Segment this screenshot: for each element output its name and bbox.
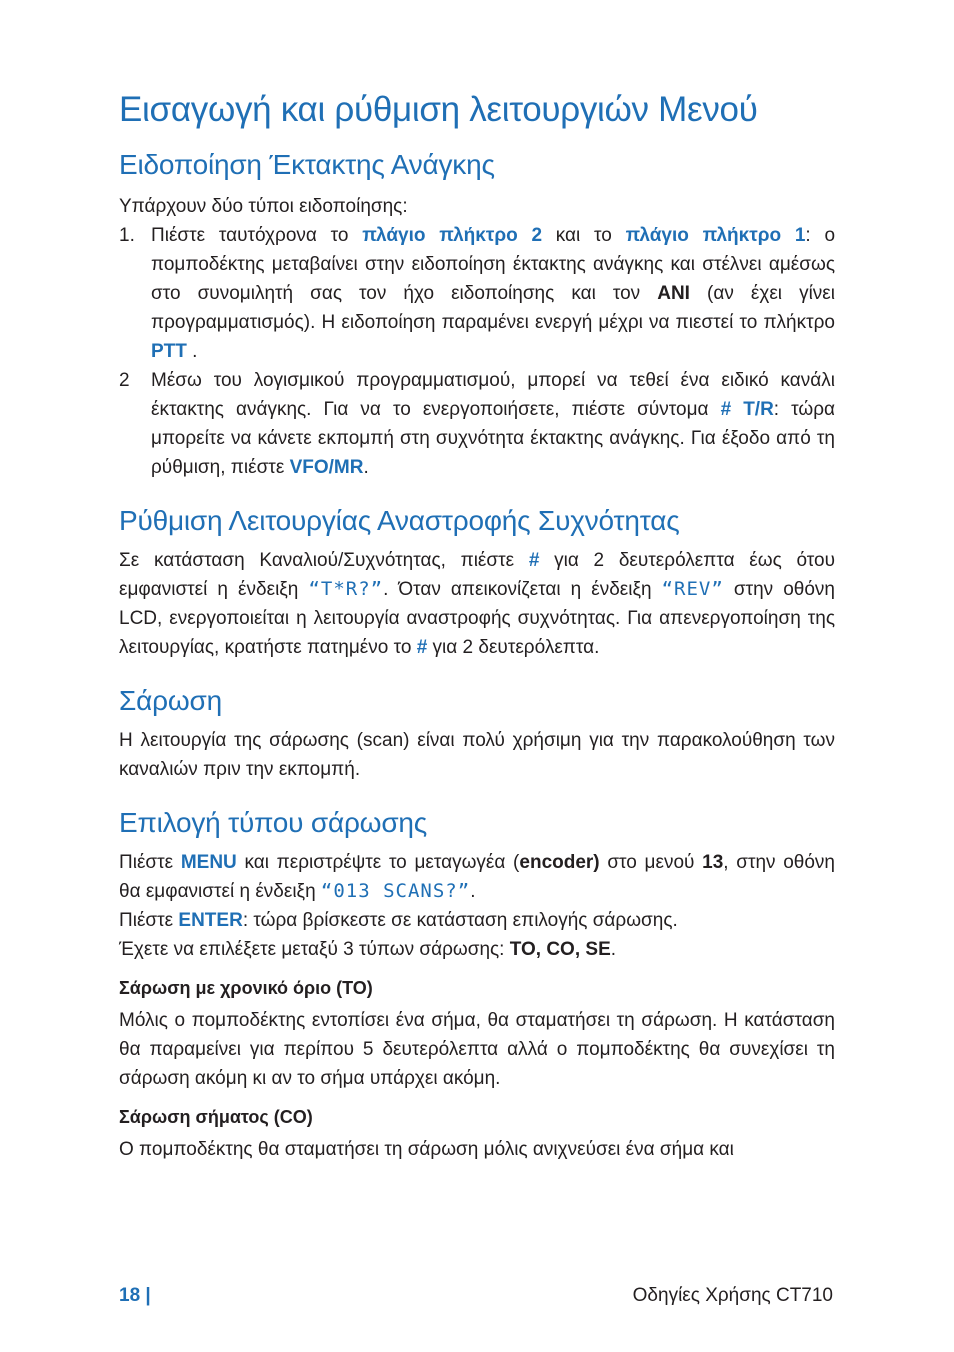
to-subheading: Σάρωση με χρονικό όριο (TO) xyxy=(119,978,373,998)
ani-term: ANI xyxy=(657,283,690,304)
list-item xyxy=(119,366,835,482)
page-content xyxy=(119,86,835,1164)
text-run: . xyxy=(186,341,198,362)
key-enter: ENTER xyxy=(178,910,243,931)
text-run: . xyxy=(470,881,476,902)
text-run: . Όταν απεικονίζεται η ένδειξη xyxy=(383,579,662,600)
key-hash: # xyxy=(528,550,540,571)
text-run: : τώρα βρίσκεστε σε κατάσταση επιλογής σάρωσης. xyxy=(242,910,678,931)
emergency-intro: Υπάρχουν δύο τύποι ειδοποίησης: xyxy=(119,196,408,217)
key-side-2: πλάγιο πλήκτρο 2 xyxy=(362,225,543,246)
list-number: 2 xyxy=(119,370,130,391)
lcd-indicator-scans: “013 SCANS?” xyxy=(320,880,471,902)
text-run: , στην οθόνη θα εμφανιστεί η ένδειξη xyxy=(119,852,835,902)
text-run: Έχετε να επιλέξετε μεταξύ 3 τύπων σάρωσης: xyxy=(119,939,510,960)
scan-text: Η λειτουργία της σάρωσης (scan) είναι πολύ χρήσιμη για την παρακολούθηση των καναλιών πριν την εκπομπή. xyxy=(119,730,835,780)
text-run: και το xyxy=(542,225,626,246)
text-run: και περιστρέψτε το μεταγωγέα ( xyxy=(236,852,520,873)
scan-type-p3 xyxy=(119,935,835,964)
text-run: : τώρα μπορείτε να κάνετε εκπομπή στη συχνότητα έκτακτης ανάγκης. Για έξοδο από τη ρύθμιση, πιέστε xyxy=(151,399,835,478)
scan-heading: Σάρωση xyxy=(119,685,222,716)
text-run: Πιέστε xyxy=(119,852,181,873)
text-run: για 2 δευτερόλεπτα έως ότου εμφανιστεί η ένδειξη xyxy=(119,550,835,600)
text-run: στο μενού xyxy=(599,852,703,873)
text-run: : ο πομποδέκτης μεταβαίνει στην ειδοποίηση έκτακτης ανάγκης και στέλνει αμέσως στο συνομιλητή σας τον ήχο ειδοποίησης και τον xyxy=(151,225,836,304)
key-hash: # xyxy=(416,637,428,658)
page-number: 18 | xyxy=(119,1285,151,1306)
text-run: (αν έχει γίνει προγραμματισμός). Η ειδοποίηση παραμένει ενεργή μέχρι να πιεστεί το πλήκτρο xyxy=(151,283,835,333)
text-run: Πιέστε xyxy=(119,910,179,931)
lcd-indicator-rev: “REV” xyxy=(661,578,724,600)
menu-number: 13 xyxy=(702,852,724,873)
emergency-list xyxy=(119,221,835,482)
key-hash-tr: # T/R xyxy=(720,399,774,420)
key-vfo-mr: VFO/MR xyxy=(289,457,364,478)
to-text: Μόλις ο πομποδέκτης εντοπίσει ένα σήμα, θα σταματήσει τη σάρωση. Η κατάσταση θα παραμείνει για περίπου 5 δευτερόλεπτα αλλά ο πομποδέκτης θα συνεχίσει τη σάρωση ακόμη κι αν το σήμα υπάρχει ακόμη. xyxy=(119,1010,835,1089)
scan-types: TO, CO, SE xyxy=(509,939,611,960)
manual-title: Οδηγίες Χρήσης CT710 xyxy=(632,1285,833,1306)
list-item xyxy=(119,221,835,366)
text-run: Πιέστε ταυτόχρονα το xyxy=(151,225,363,246)
key-side-1: πλάγιο πλήκτρο 1 xyxy=(625,225,806,246)
co-text: Ο πομποδέκτης θα σταματήσει τη σάρωση μόλις ανιχνεύσει ένα σήμα και xyxy=(119,1139,734,1160)
text-run: στην οθόνη LCD, ενεργοποιείται η λειτουργία αναστροφής συχνότητας. Για απενεργοποίηση της λειτουργίας, κρατήστε πατημένο το xyxy=(119,579,835,658)
lcd-indicator-tr: “T*R?” xyxy=(308,578,384,600)
text-run: . xyxy=(610,939,617,960)
reverse-text xyxy=(119,546,835,662)
page-title: Εισαγωγή και ρύθμιση λειτουργιών Μενού xyxy=(119,90,758,129)
encoder-term: encoder) xyxy=(519,852,600,873)
co-subheading: Σάρωση σήματος (CO) xyxy=(119,1107,313,1127)
scan-type-heading: Επιλογή τύπου σάρωσης xyxy=(119,807,428,838)
key-ptt: PTT xyxy=(151,341,187,362)
text-run: για 2 δευτερόλεπτα. xyxy=(427,637,600,658)
scan-type-p2 xyxy=(119,906,835,935)
text-run: . xyxy=(363,457,369,478)
scan-type-p1 xyxy=(119,848,835,906)
text-run: Μέσω του λογισμικού προγραμματισμού, μπορεί να τεθεί ένα ειδικό κανάλι έκτακτης ανάγκης. Για να το ενεργοποιήσετε, πιέστε σύντομα xyxy=(151,370,835,420)
emergency-heading: Ειδοποίηση Έκτακτης Ανάγκης xyxy=(119,149,495,180)
list-number: 1. xyxy=(119,225,135,246)
text-run: Σε κατάσταση Καναλιού/Συχνότητας, πιέστε xyxy=(119,550,529,571)
key-menu: MENU xyxy=(180,852,237,873)
reverse-heading: Ρύθμιση Λειτουργίας Αναστροφής Συχνότητας xyxy=(119,505,680,536)
